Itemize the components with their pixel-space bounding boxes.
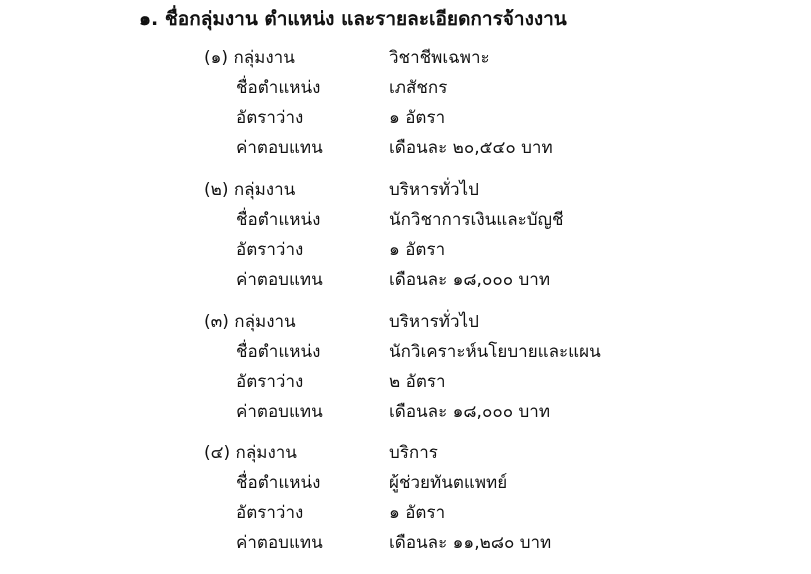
- vacancy-value: ๑ อัตรา: [389, 503, 446, 523]
- pay-value: เดือนละ ๑๘,๐๐๐ บาท: [389, 402, 551, 422]
- group-value: บริการ: [389, 443, 438, 463]
- group-value: วิชาชีพเฉพาะ: [389, 48, 490, 68]
- vacancy-label: อัตราว่าง: [236, 503, 304, 523]
- pay-row: [0, 397, 811, 427]
- vacancy-label: อัตราว่าง: [236, 372, 304, 392]
- vacancy-value: ๑ อัตรา: [389, 240, 446, 260]
- pay-value: เดือนละ ๒๐,๕๔๐ บาท: [389, 138, 553, 158]
- pay-label: ค่าตอบแทน: [236, 402, 323, 422]
- title-value: นักวิเคราะห์นโยบายและแผน: [389, 342, 601, 362]
- title-row: [0, 73, 811, 103]
- title-row: [0, 205, 811, 235]
- vacancy-value: ๒ อัตรา: [389, 372, 446, 392]
- group-label: (๓) กลุ่มงาน: [204, 312, 296, 332]
- section-heading: ๑. ชื่อกลุ่มงาน ตำแหน่ง และรายละเอียดการจ้างงาน: [139, 8, 567, 30]
- pay-value: เดือนละ ๑๑,๒๘๐ บาท: [389, 533, 552, 553]
- title-label: ชื่อตำแหน่ง: [236, 342, 321, 362]
- group-value: บริหารทั่วไป: [389, 312, 479, 332]
- vacancy-label: อัตราว่าง: [236, 240, 304, 260]
- vacancy-label: อัตราว่าง: [236, 108, 304, 128]
- vacancy-row: [0, 103, 811, 133]
- group-row: [0, 175, 811, 205]
- pay-value: เดือนละ ๑๘,๐๐๐ บาท: [389, 270, 551, 290]
- title-label: ชื่อตำแหน่ง: [236, 78, 321, 98]
- group-row: [0, 307, 811, 337]
- pay-row: [0, 265, 811, 295]
- pay-label: ค่าตอบแทน: [236, 138, 323, 158]
- vacancy-row: [0, 498, 811, 528]
- group-row: [0, 43, 811, 73]
- vacancy-row: [0, 367, 811, 397]
- title-row: [0, 468, 811, 498]
- title-value: ผู้ช่วยทันตแพทย์: [389, 473, 508, 493]
- pay-row: [0, 528, 811, 558]
- title-label: ชื่อตำแหน่ง: [236, 210, 321, 230]
- vacancy-value: ๑ อัตรา: [389, 108, 446, 128]
- pay-row: [0, 133, 811, 163]
- title-label: ชื่อตำแหน่ง: [236, 473, 321, 493]
- group-value: บริหารทั่วไป: [389, 180, 479, 200]
- group-label: (๑) กลุ่มงาน: [204, 48, 295, 68]
- title-row: [0, 337, 811, 367]
- pay-label: ค่าตอบแทน: [236, 270, 323, 290]
- vacancy-row: [0, 235, 811, 265]
- title-value: เภสัชกร: [389, 78, 448, 98]
- group-label: (๒) กลุ่มงาน: [204, 180, 296, 200]
- pay-label: ค่าตอบแทน: [236, 533, 323, 553]
- title-value: นักวิชาการเงินและบัญชี: [389, 210, 564, 230]
- group-label: (๔) กลุ่มงาน: [204, 443, 297, 463]
- group-row: [0, 438, 811, 468]
